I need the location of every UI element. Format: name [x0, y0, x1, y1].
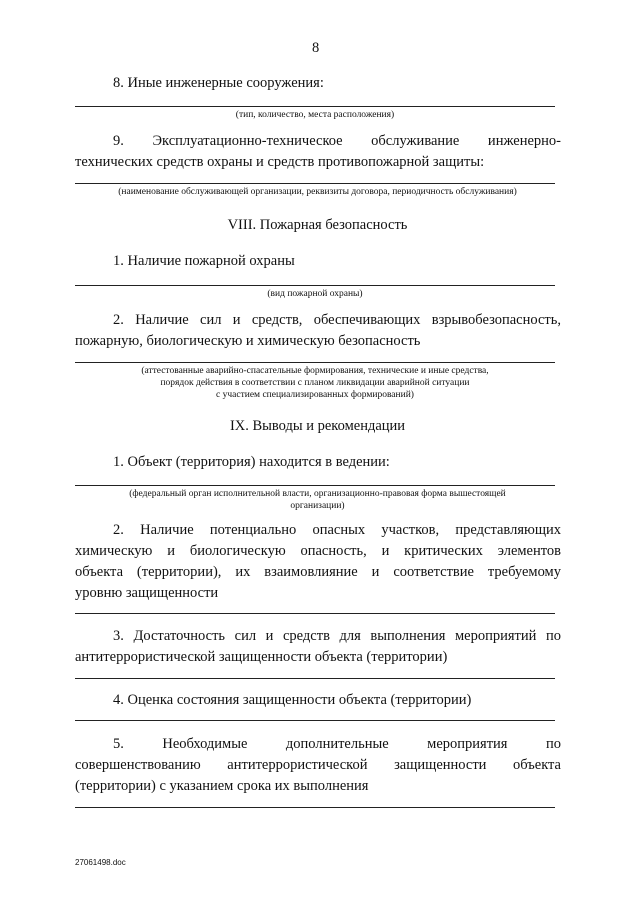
item-9-line2: технических средств охраны и средств противопожарной защиты: — [75, 154, 485, 170]
conclusion-item-5-line — [75, 807, 555, 808]
item-9-line1: 9. Эксплуатационно-техническое обслуживание инженерно- — [113, 133, 561, 149]
conclusion-item-3-line1: 3. Достаточность сил и средств для выполнения мероприятий по — [113, 628, 561, 644]
conclusion-item-3-line — [75, 678, 555, 679]
item-8-text: 8. Иные инженерные сооружения: — [113, 75, 324, 91]
conclusion-item-5-line1: 5. Необходимые дополнительные мероприятия по — [113, 736, 561, 752]
conclusion-item-1-caption-1: (федеральный орган исполнительной власти, организационно-правовая форма вышестоящей — [129, 489, 506, 499]
conclusion-item-5-line3: (территории) с указанием срока их выполнения — [75, 778, 369, 794]
fire-item-2-caption-1: (аттестованные аварийно-спасательные формирования, технические и иные средства, — [141, 366, 489, 376]
item-9-caption: (наименование обслуживающей организации, реквизиты договора, периодичность обслуживания) — [118, 187, 517, 197]
fire-item-2-caption-3: с участием специализированных формирований) — [216, 390, 414, 400]
fire-item-1-caption: (вид пожарной охраны) — [267, 289, 363, 299]
document-footer: 27061498.doc — [75, 858, 126, 867]
conclusion-item-2-line2: химическую и биологическую опасность, и критических элементов — [75, 543, 561, 559]
conclusion-item-2-line — [75, 613, 555, 614]
conclusion-item-2-line1: 2. Наличие потенциально опасных участков, представляющих — [113, 522, 561, 538]
fire-item-2-line2: пожарную, биологическую и химическую безопасность — [75, 333, 421, 349]
section-8-heading: VIII. Пожарная безопасность — [227, 217, 408, 233]
conclusion-item-1-caption-2: организации) — [290, 501, 345, 511]
fire-item-2-line — [75, 362, 555, 363]
conclusion-item-4-text: 4. Оценка состояния защищенности объекта (территории) — [113, 692, 472, 708]
conclusion-item-2-line3: объекта (территории), их взаимовлияние и соответствие требуемому — [75, 564, 561, 580]
item-8-line — [75, 106, 555, 107]
conclusion-item-3-line2: антитеррористической защищенности объекта (территории) — [75, 649, 448, 665]
item-8-caption: (тип, количество, места расположения) — [235, 110, 395, 120]
fire-item-1-text: 1. Наличие пожарной охраны — [113, 253, 295, 269]
section-9-heading: IX. Выводы и рекомендации — [229, 418, 406, 434]
conclusion-item-4-line — [75, 720, 555, 721]
conclusion-item-1-text: 1. Объект (территория) находится в ведении: — [113, 454, 390, 470]
conclusion-item-2-line4: уровню защищенности — [75, 585, 219, 601]
page-number: 8 — [312, 40, 320, 56]
fire-item-1-line — [75, 285, 555, 286]
conclusion-item-5-line2: совершенствованию антитеррористической защищенности объекта — [75, 757, 561, 773]
fire-item-2-line1: 2. Наличие сил и средств, обеспечивающих взрывобезопасность, — [113, 312, 561, 328]
item-9-line — [75, 183, 555, 184]
fire-item-2-caption-2: порядок действия в соответствии с планом ликвидации аварийной ситуации — [160, 378, 470, 388]
conclusion-item-1-line — [75, 485, 555, 486]
